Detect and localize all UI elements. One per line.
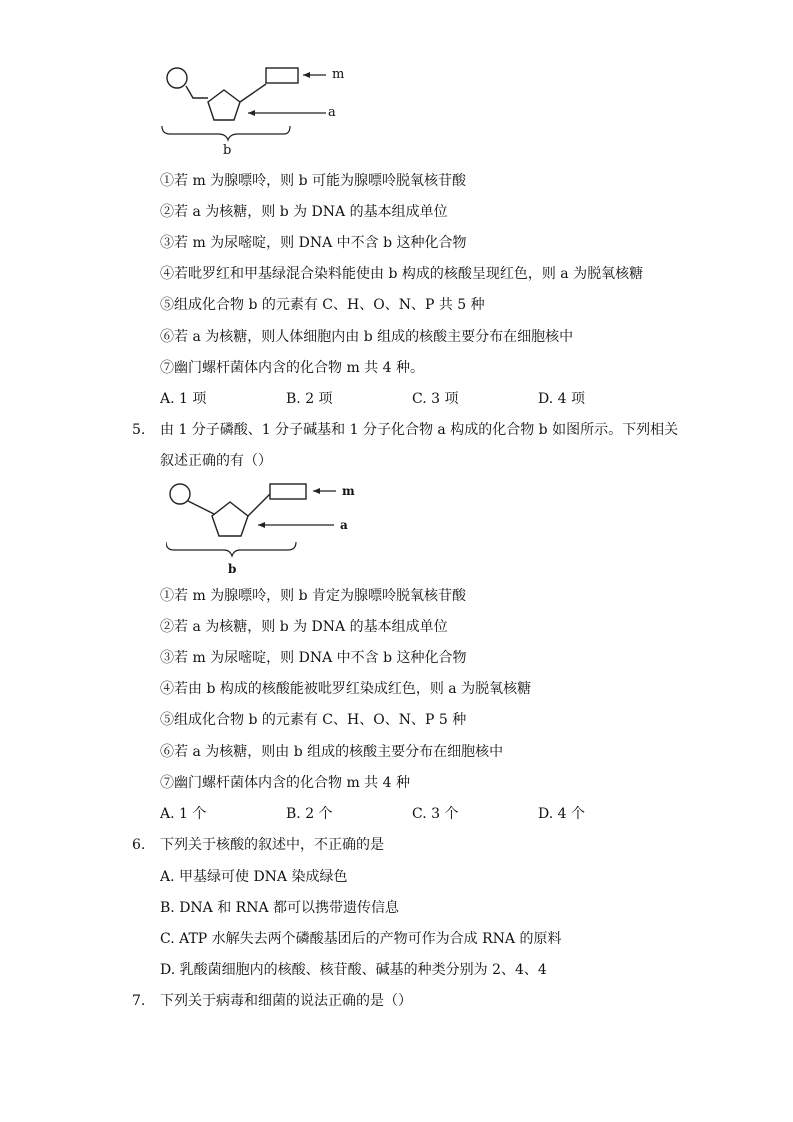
q4-option-a[interactable]: A. 1 项: [160, 391, 207, 407]
q5-statement-2: ②若 a 为核糖，则 b 为 DNA 的基本组成单位: [160, 619, 448, 635]
arrow-a-head-q5: [258, 522, 265, 528]
arrow-m-head: [303, 72, 310, 78]
q5-statement-4: ④若由 b 构成的核酸能被吡罗红染成红色，则 a 为脱氧核糖: [160, 681, 532, 697]
q6-option-a[interactable]: A. 甲基绿可使 DNA 染成绿色: [160, 869, 348, 885]
base-rectangle-q5: [270, 484, 306, 499]
q5-statement-6: ⑥若 a 为核糖，则由 b 组成的核酸主要分布在细胞核中: [160, 744, 504, 760]
nucleotide-structure-figure: [160, 62, 350, 162]
base-rectangle: [266, 68, 298, 83]
phosphate-bond-line-q5: [188, 501, 214, 514]
label-b-q5: b: [228, 562, 237, 576]
q6-stem: 下列关于核酸的叙述中，不正确的是: [160, 837, 384, 853]
base-bond-line: [240, 84, 266, 102]
q6-option-c[interactable]: C. ATP 水解失去两个磷酸基团后的产物可作为合成 RNA 的原料: [160, 931, 562, 947]
q4-statement-1: ①若 m 为腺嘌呤，则 b 可能为腺嘌呤脱氧核苷酸: [160, 173, 467, 189]
q5-statement-1: ①若 m 为腺嘌呤，则 b 肯定为腺嘌呤脱氧核苷酸: [160, 588, 467, 604]
q5-option-d[interactable]: D. 4 个: [538, 806, 585, 822]
q6-option-d[interactable]: D. 乳酸菌细胞内的核酸、核苷酸、碱基的种类分别为 2、4、4: [160, 962, 547, 978]
label-m: m: [332, 67, 345, 82]
q4-statement-6: ⑥若 a 为核糖，则人体细胞内由 b 组成的核酸主要分布在细胞核中: [160, 329, 574, 345]
q5-stem-line2: 叙述正确的有（）: [160, 453, 272, 469]
brace-b-q5: [166, 542, 296, 556]
q5-stem-line1: 由 1 分子磷酸、1 分子碱基和 1 分子化合物 a 构成的化合物 b 如图所示。下列相关: [160, 422, 679, 438]
brace-b: [162, 126, 290, 140]
q5-option-b[interactable]: B. 2 个: [286, 806, 333, 822]
q6-option-b[interactable]: B. DNA 和 RNA 都可以携带遗传信息: [160, 900, 400, 916]
q7-number: 7.: [132, 993, 146, 1009]
q4-option-c[interactable]: C. 3 项: [412, 391, 459, 407]
q4-option-d[interactable]: D. 4 项: [538, 391, 585, 407]
q4-statement-3: ③若 m 为尿嘧啶，则 DNA 中不含 b 这种化合物: [160, 235, 467, 251]
q5-statement-7: ⑦幽门螺杆菌体内含的化合物 m 共 4 种: [160, 775, 410, 791]
q5-statement-3: ③若 m 为尿嘧啶，则 DNA 中不含 b 这种化合物: [160, 650, 467, 666]
nucleotide-diagram-q4: [160, 62, 350, 162]
arrow-a-head: [248, 110, 255, 116]
label-a: a: [328, 105, 336, 120]
q4-statement-7: ⑦幽门螺杆菌体内含的化合物 m 共 4 种。: [160, 360, 424, 376]
pentose-pentagon-q5: [212, 502, 248, 536]
q4-statement-5: ⑤组成化合物 b 的元素有 C、H、O、N、P 共 5 种: [160, 297, 485, 313]
q5-option-a[interactable]: A. 1 个: [160, 806, 207, 822]
nucleotide-structure-figure-q5: [166, 478, 366, 580]
label-b: b: [223, 143, 232, 158]
base-bond-line-q5: [248, 494, 270, 516]
q5-statement-5: ⑤组成化合物 b 的元素有 C、H、O、N、P 5 种: [160, 712, 467, 728]
q4-option-b[interactable]: B. 2 项: [286, 391, 333, 407]
phosphate-circle: [167, 68, 187, 88]
arrow-m-head-q5: [313, 488, 320, 494]
q4-statement-2: ②若 a 为核糖，则 b 为 DNA 的基本组成单位: [160, 204, 448, 220]
q5-number: 5.: [132, 422, 146, 438]
label-m-q5: m: [342, 484, 355, 498]
q7-stem: 下列关于病毒和细菌的说法正确的是（）: [160, 993, 412, 1009]
pentose-pentagon: [208, 90, 240, 120]
q4-statement-4: ④若吡罗红和甲基绿混合染料能使由 b 构成的核酸呈现红色，则 a 为脱氧核糖: [160, 266, 644, 282]
phosphate-circle-q5: [170, 484, 190, 504]
q6-number: 6.: [132, 837, 146, 853]
q5-option-c[interactable]: C. 3 个: [412, 806, 459, 822]
nucleotide-diagram-q5: [166, 478, 366, 580]
label-a-q5: a: [340, 518, 348, 532]
phosphate-bond-line: [186, 86, 208, 98]
